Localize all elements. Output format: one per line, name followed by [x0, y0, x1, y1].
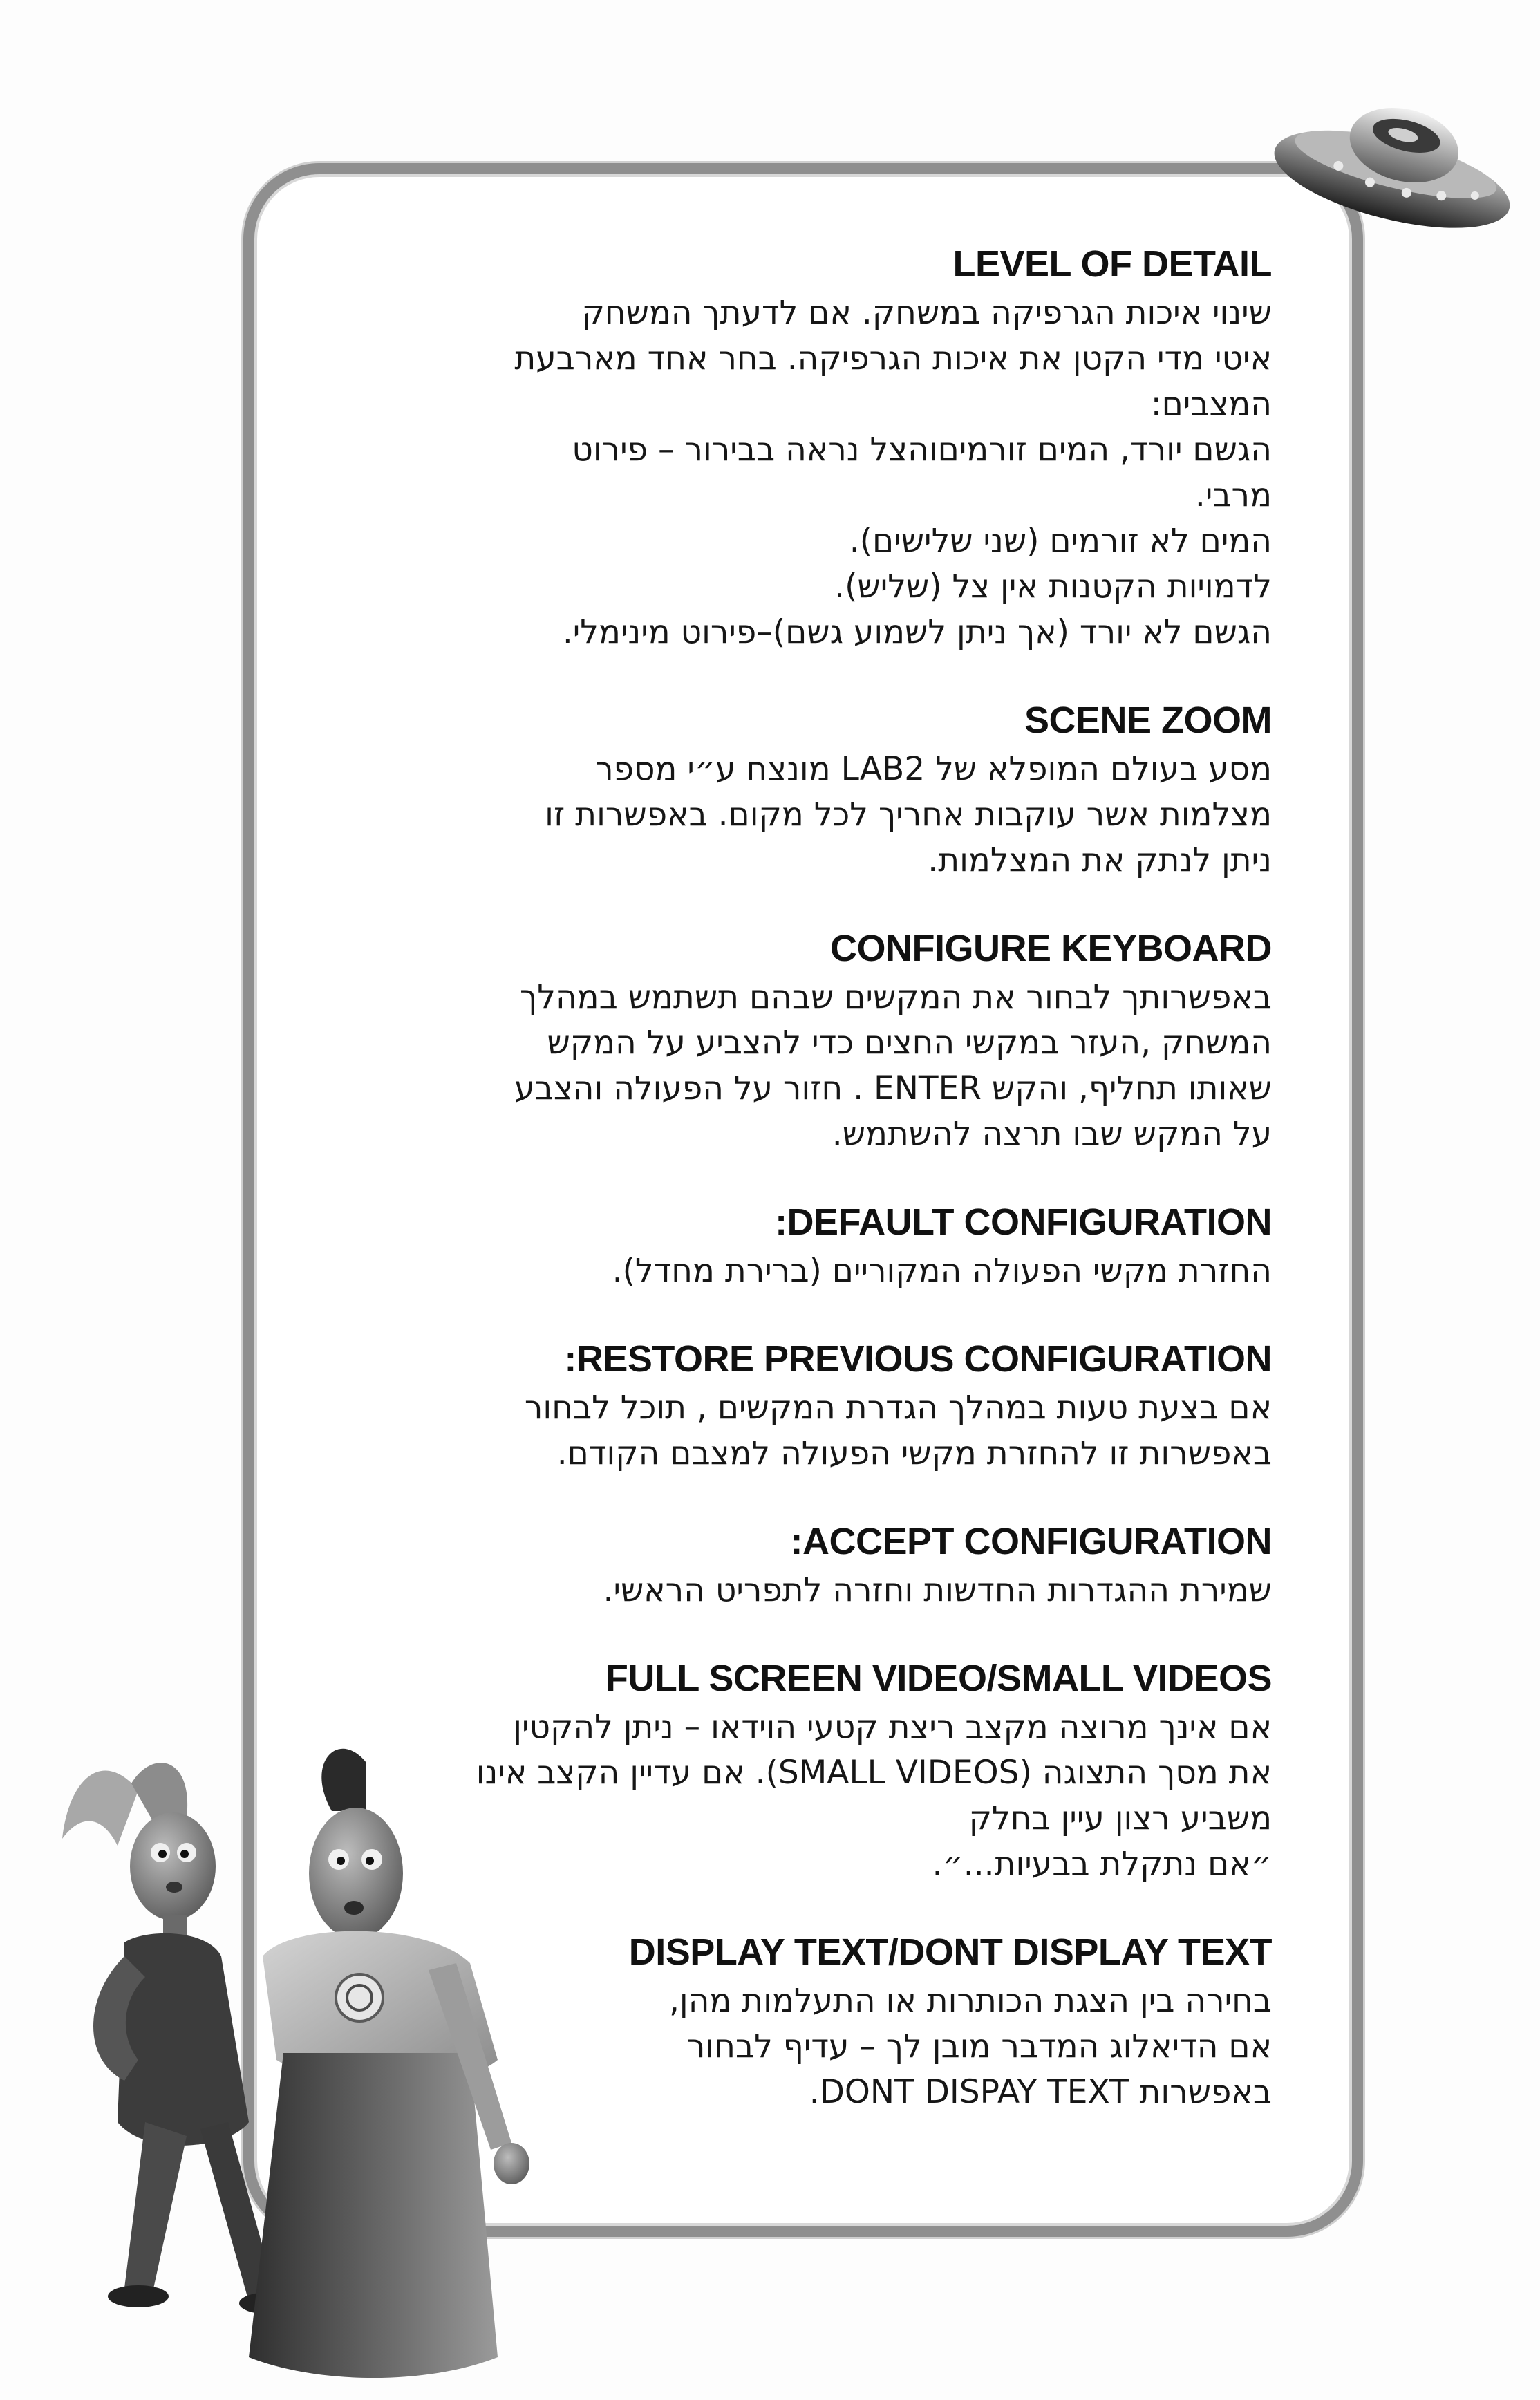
- section-line: הגשם לא יורד (אך ניתן לשמוע גשם)–פירוט מינימלי.: [562, 613, 1272, 651]
- section-accept-configuration: [346, 1519, 1272, 1613]
- section-line: המים לא זורמים (שני שלישים).: [849, 522, 1272, 560]
- section-line: מסע בעולם המופלא של LAB2 מונצח ע״י מספר: [595, 750, 1272, 788]
- section-heading: FULL SCREEN VIDEO/SMALL VIDEOS: [605, 1658, 1272, 1699]
- section-full-screen-video: [346, 1656, 1272, 1887]
- section-line: איטי מדי הקטן את איכות הגרפיקה. בחר אחד מארבעת: [514, 339, 1272, 377]
- section-heading: LEVEL OF DETAIL: [952, 243, 1272, 285]
- section-line: המשחק ,העזר במקשי החצים כדי להצביע על המקש: [547, 1024, 1272, 1062]
- section-heading: SCENE ZOOM: [1024, 700, 1272, 741]
- section-line: שינוי איכות הגרפיקה במשחק. אם לדעתך המשחק: [581, 294, 1272, 332]
- page-content: [346, 242, 1272, 2158]
- section-line: את מסך התצוגה (SMALL VIDEOS). אם עדיין הקצב אינו: [476, 1754, 1272, 1792]
- section-line: שאותו תחליף, והקש ENTER . חזור על הפעולה והצבע: [514, 1069, 1272, 1107]
- section-configure-keyboard: [346, 926, 1272, 1157]
- section-line: הגשם יורד, המים זורמיםוהצל נראה בבירור – פירוט: [572, 431, 1272, 469]
- section-line: באפשרות DONT DISPAY TEXT.: [809, 2073, 1272, 2111]
- section-line: מצלמות אשר עוקבות אחריך לכל מקום. באפשרות זו: [545, 796, 1272, 834]
- section-line: ניתן לנתק את המצלמות.: [928, 841, 1272, 879]
- section-heading: :DEFAULT CONFIGURATION: [775, 1201, 1272, 1243]
- section-line: על המקש שבו תרצה להשתמש.: [832, 1115, 1272, 1153]
- section-line: באפשרות זו להחזרת מקשי הפעולה למצבם הקודם.: [556, 1434, 1272, 1472]
- section-default-configuration: [346, 1200, 1272, 1294]
- section-line: אם הדיאלוג המדבר מובן לך – עדיף לבחור: [686, 2027, 1272, 2065]
- section-line: החזרת מקשי הפעולה המקוריים (ברירת מחדל).: [612, 1252, 1272, 1290]
- section-line: לדמויות הקטנות אין צל (שליש).: [834, 568, 1272, 606]
- section-line: המצבים:: [1150, 385, 1272, 423]
- section-line: שמירת ההגדרות החדשות וחזרה לתפריט הראשי.: [603, 1571, 1272, 1609]
- section-heading: :ACCEPT CONFIGURATION: [790, 1521, 1272, 1562]
- section-heading: DISPLAY TEXT/DONT DISPLAY TEXT: [628, 1931, 1272, 1973]
- section-line: בחירה בין הצגת הכותרות או התעלמות מהן,: [668, 1982, 1272, 2020]
- section-display-text: [525, 1930, 1272, 2115]
- section-line: אם בצעת טעות במהלך הגדרת המקשים , תוכל לבחור: [524, 1389, 1272, 1427]
- flying-saucer-illustration: [1265, 76, 1528, 249]
- section-scene-zoom: [346, 698, 1272, 883]
- section-line: באפשרותך לבחור את המקשים שבהם תשתמש במהלך: [520, 978, 1272, 1016]
- section-restore-previous-configuration: [346, 1337, 1272, 1476]
- section-line: מרבי.: [1194, 476, 1272, 514]
- section-heading: CONFIGURE KEYBOARD: [829, 928, 1272, 969]
- section-line: ״אם נתקלת בבעיות...״.: [932, 1845, 1272, 1883]
- section-heading: :RESTORE PREVIOUS CONFIGURATION: [564, 1338, 1272, 1380]
- section-level-of-detail: [346, 242, 1272, 655]
- section-line: משביע רצון עיין בחלק: [968, 1799, 1272, 1837]
- section-line: אם אינך מרוצה מקצב ריצת קטעי הוידאו – ניתן להקטין: [513, 1708, 1272, 1746]
